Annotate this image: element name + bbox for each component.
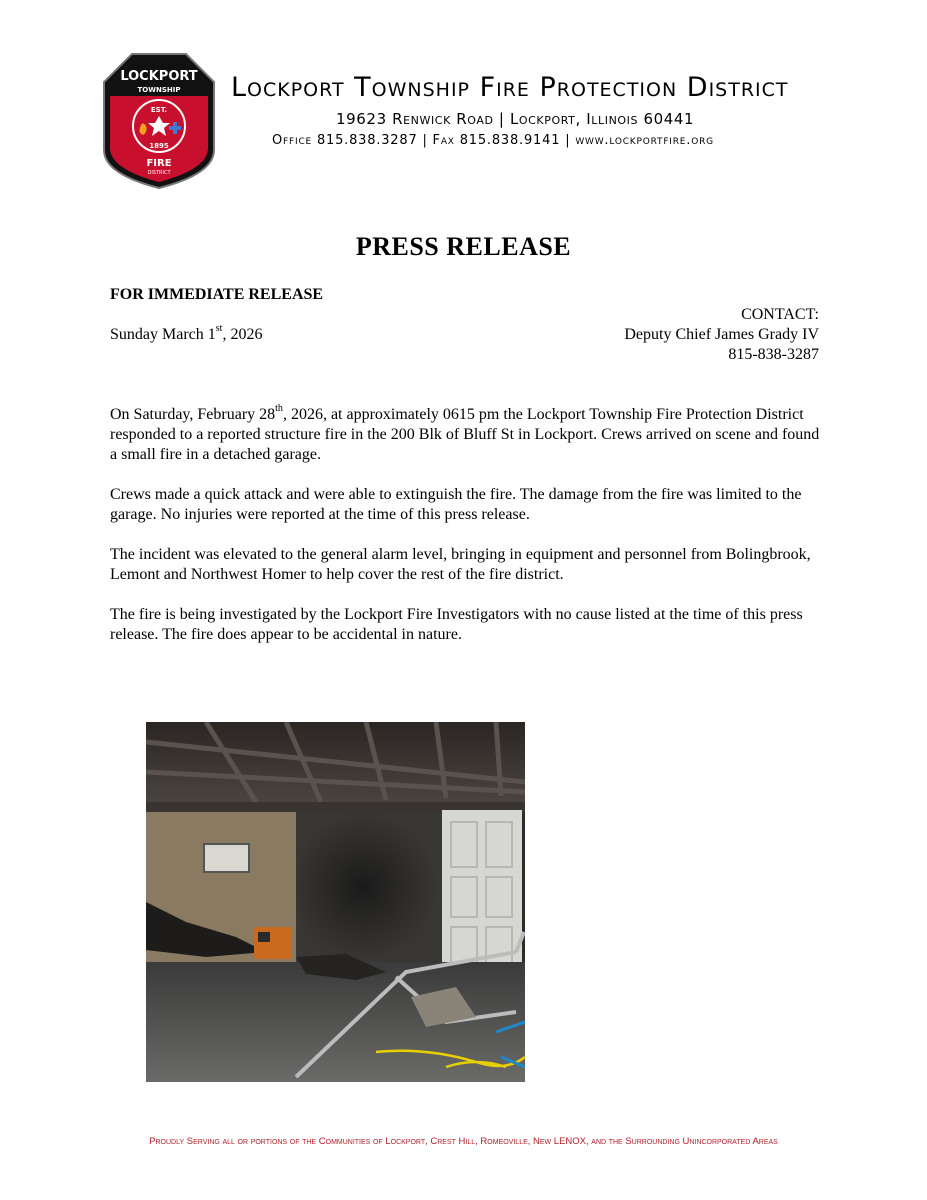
svg-text:1895: 1895 — [149, 142, 169, 150]
paragraph-investigation: The fire is being investigated by the Lockport Fire Investigators with no cause listed at the time of this press release. The fire does appear to be accidental in nature. — [110, 606, 803, 643]
svg-text:LOCKPORT: LOCKPORT — [120, 69, 198, 84]
contact-label: CONTACT: — [741, 306, 819, 323]
release-body — [110, 402, 822, 665]
press-release-title: PRESS RELEASE — [355, 232, 572, 261]
svg-text:DISTRICT: DISTRICT — [147, 170, 171, 176]
service-area-footer: Proudly Serving all or portions of the Communities of Lockport, Crest Hill, Romeoville, New LENOX, and the Surrounding Unincorporated Areas — [149, 1136, 778, 1147]
immediate-release-label: FOR IMMEDIATE RELEASE — [110, 286, 324, 303]
contact-phone: 815-838-3287 — [728, 346, 819, 363]
fire-district-logo — [102, 52, 216, 190]
paragraph-alarm: The incident was elevated to the general alarm level, bringing in equipment and personnel from Bolingbrook, Lemont and Northwest Homer to help cover the rest of the fire district. — [110, 546, 811, 583]
organization-name: Lockport Township Fire Protection District — [231, 72, 789, 103]
svg-text:EST.: EST. — [150, 106, 168, 114]
release-date: Sunday March 1st, 2026 — [110, 322, 263, 343]
contact-name: Deputy Chief James Grady IV — [624, 326, 819, 343]
svg-text:TOWNSHIP: TOWNSHIP — [137, 86, 181, 94]
office-contact-line: Office 815.838.3287 | Fax 815.838.9141 | www.lockportfire.org — [272, 133, 714, 148]
address-line: 19623 Renwick Road | Lockport, Illinois 60441 — [336, 110, 695, 128]
paragraph-attack: Crews made a quick attack and were able to extinguish the fire. The damage from the fire was limited to the garage. No injuries were reported at the time of this press release. — [110, 486, 802, 523]
garage-fire-photo — [146, 722, 525, 1082]
svg-text:FIRE: FIRE — [146, 158, 172, 169]
paragraph-incident: On Saturday, February 28th, 2026, at approximately 0615 pm the Lockport Township Fire Protection District responded to a reported structure fire in the 200 Blk of Bluff St in Lockport. Crews arrived on scene and found a small fire in a detached garage. — [110, 402, 820, 463]
